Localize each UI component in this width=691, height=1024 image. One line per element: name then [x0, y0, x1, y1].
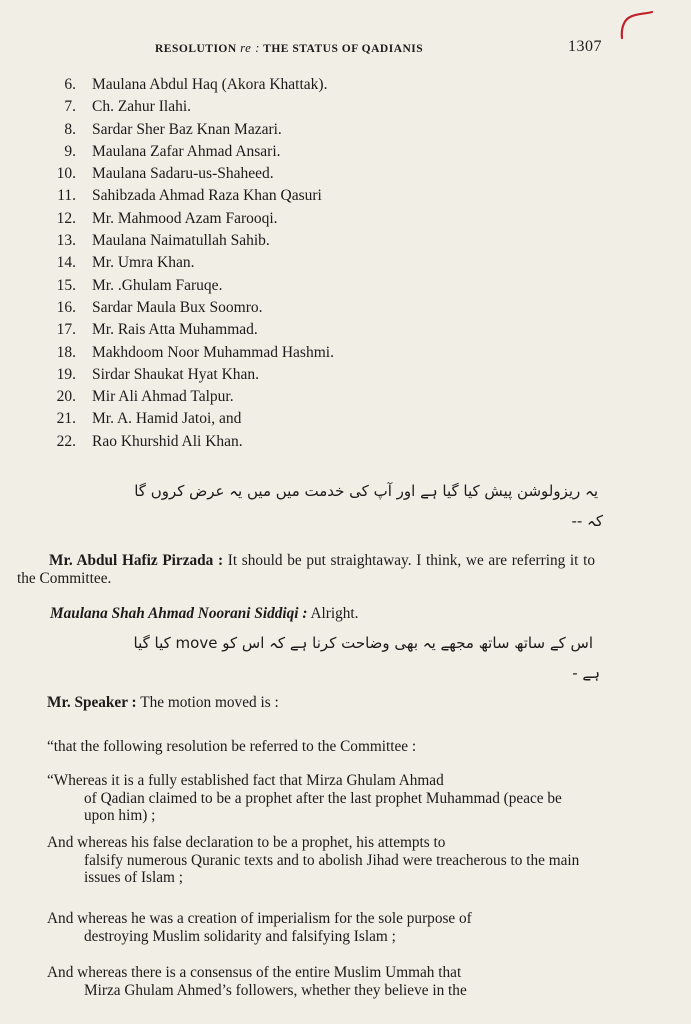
member-row: [30, 433, 430, 455]
member-row: [30, 299, 430, 321]
clause-first-line: And whereas his false declaration to be a prophet, his attempts to: [47, 834, 446, 851]
committee-member-list: [30, 76, 430, 455]
member-number: 16.: [56, 298, 76, 316]
clause-first-line: “Whereas it is a fully established fact that Mirza Ghulam Ahmad: [47, 772, 444, 789]
clause-continuation: of Qadian claimed to be a prophet after the last prophet Muhammad (peace be upon him) ;: [84, 789, 562, 825]
speech-text: The motion moved is :: [140, 694, 279, 711]
member-name: Sardar Sher Baz Knan Mazari.: [92, 120, 282, 138]
resolution-clause-2: [47, 834, 593, 887]
speech-text: Alright.: [310, 605, 359, 622]
red-pen-mark-icon: [616, 10, 654, 40]
pirzada-paragraph: [17, 552, 595, 588]
member-row: [30, 187, 430, 209]
member-name: Sardar Maula Bux Soomro.: [92, 298, 263, 316]
speaker-name: Maulana Shah Ahmad Noorani Siddiqi :: [50, 605, 308, 622]
member-number: 6.: [64, 76, 76, 93]
running-title-main: RESOLUTION: [155, 43, 237, 55]
member-row: [30, 388, 430, 410]
member-row: [30, 98, 430, 120]
member-name: Rao Khurshid Ali Khan.: [92, 432, 243, 450]
urdu-remark-1: یہ ریزولوشن پیش کیا گیا ہے اور آپ کی خدمت میں میں یہ عرض کروں گا: [134, 482, 598, 500]
resolution-intro: “that the following resolution be referred to the Committee :: [47, 738, 417, 755]
member-name: Sahibzada Ahmad Raza Khan Qasuri: [92, 187, 322, 205]
urdu-remark-2: اس کے ساتھ ساتھ مجھے یہ بھی وضاحت کرنا ہے کہ اس کو move کیا گیا: [133, 634, 593, 652]
member-row: [30, 121, 430, 143]
member-name: Mr. Mahmood Azam Farooqi.: [92, 209, 278, 227]
resolution-clause-4: [47, 964, 593, 999]
resolution-clause-1: [47, 772, 593, 825]
member-row: [30, 277, 430, 299]
member-number: 17.: [56, 321, 76, 339]
member-number: 11.: [57, 187, 76, 205]
member-number: 12.: [56, 209, 76, 227]
member-row: [30, 165, 430, 187]
speaker-name: Mr. Abdul Hafiz Pirzada :: [49, 552, 224, 569]
member-number: 15.: [56, 276, 76, 294]
member-row: [30, 232, 430, 254]
member-name: Maulana Abdul Haq (Akora Khattak).: [92, 76, 328, 93]
member-name: Ch. Zahur Ilahi.: [92, 98, 192, 116]
clause-first-line: And whereas there is a consensus of the entire Muslim Ummah that: [47, 964, 462, 981]
member-name: Mr. .Ghulam Faruqe.: [92, 276, 223, 294]
noorani-paragraph: [50, 605, 550, 623]
member-number: 14.: [56, 254, 76, 272]
member-name: Maulana Sadaru-us-Shaheed.: [92, 165, 274, 183]
member-row: [30, 254, 430, 276]
clause-continuation: falsify numerous Quranic texts and to abolish Jihad were treacherous to the main issues of Islam ;: [84, 851, 580, 887]
member-name: Mr. Umra Khan.: [92, 254, 195, 272]
member-row: [30, 366, 430, 388]
urdu-remark-2-cont: ہے -: [572, 664, 600, 682]
member-row: [30, 321, 430, 343]
member-name: Maulana Naimatullah Sahib.: [92, 232, 270, 250]
member-row: [30, 76, 430, 98]
running-title-re: re :: [240, 40, 260, 55]
clause-continuation: Mirza Ghulam Ahmed’s followers, whether they believe in the: [84, 981, 467, 999]
running-title-rest: THE STATUS OF QADIANIS: [263, 43, 424, 55]
member-row: [30, 143, 430, 165]
member-name: Mr. Rais Atta Muhammad.: [92, 321, 258, 339]
speech-text: It should be put straightaway. I think, we are referring it to the Committee.: [17, 552, 596, 587]
member-number: 9.: [64, 142, 76, 160]
member-name: Mr. A. Hamid Jatoi, and: [92, 410, 242, 428]
member-name: Makhdoom Noor Muhammad Hashmi.: [92, 343, 334, 361]
resolution-clause-3: [47, 910, 593, 945]
member-name: Mir Ali Ahmad Talpur.: [92, 388, 234, 406]
member-row: [30, 210, 430, 232]
member-name: Sirdar Shaukat Hyat Khan.: [92, 365, 260, 383]
member-number: 8.: [64, 120, 76, 138]
member-number: 18.: [56, 343, 76, 361]
member-number: 7.: [64, 98, 76, 116]
speaker-paragraph: [47, 694, 587, 712]
member-number: 22.: [56, 432, 76, 450]
urdu-remark-1-cont: کہ --: [571, 512, 603, 530]
member-number: 10.: [56, 165, 76, 183]
member-number: 19.: [56, 365, 76, 383]
page-number: 1307: [568, 38, 602, 55]
member-row: [30, 344, 430, 366]
clause-continuation: destroying Muslim solidarity and falsifying Islam ;: [84, 927, 396, 945]
running-title: [155, 40, 423, 56]
member-name: Maulana Zafar Ahmad Ansari.: [92, 142, 281, 160]
speaker-name: Mr. Speaker :: [47, 694, 137, 711]
member-number: 20.: [56, 388, 76, 406]
clause-first-line: And whereas he was a creation of imperialism for the sole purpose of: [47, 910, 472, 927]
member-row: [30, 410, 430, 432]
member-number: 13.: [56, 232, 76, 250]
member-number: 21.: [56, 410, 76, 428]
